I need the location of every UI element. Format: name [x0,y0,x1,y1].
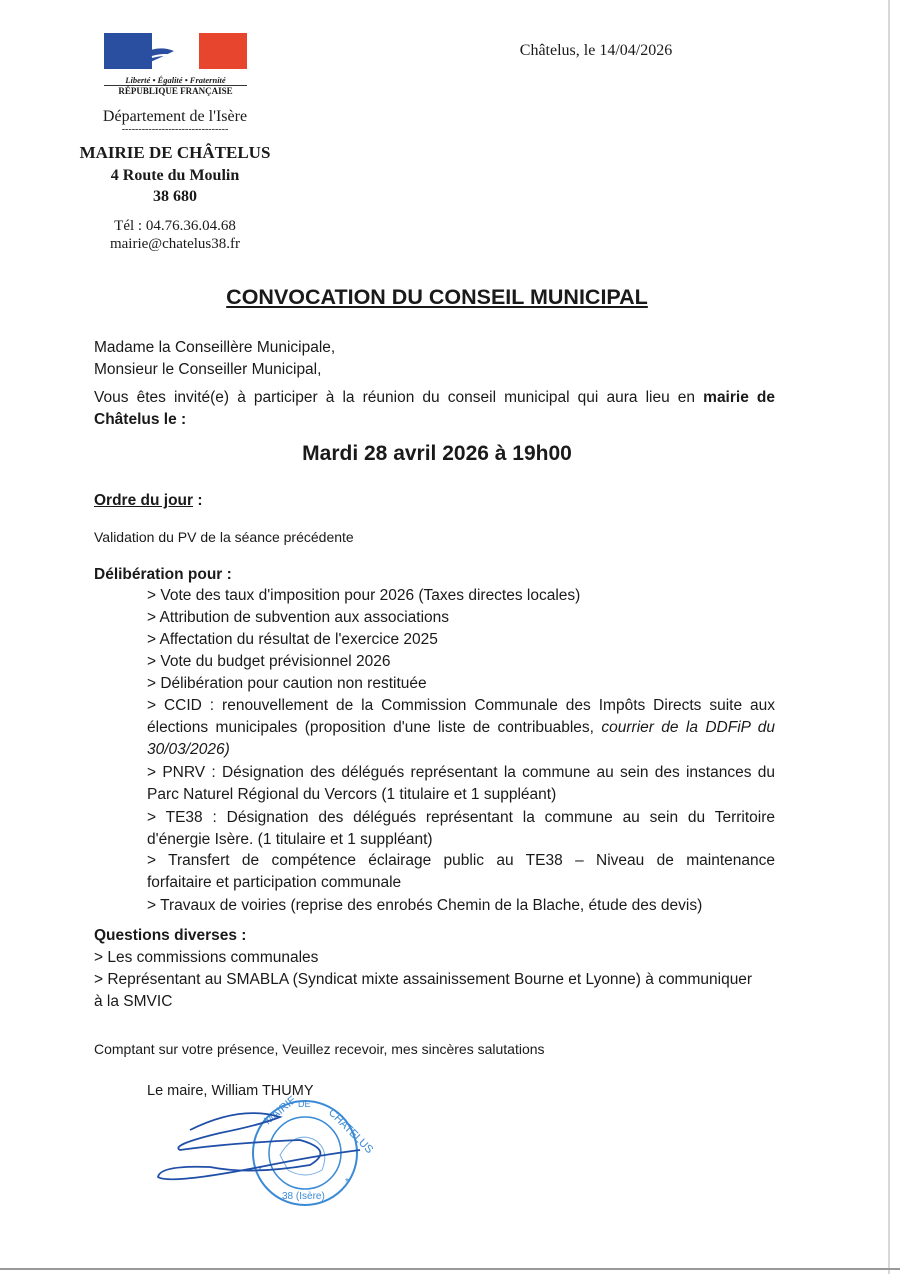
marianne-logo [104,33,247,96]
svg-text:*: * [345,1177,349,1188]
closing: Comptant sur votre présence, Veuillez recevoir, mes sincères salutations [94,1041,545,1057]
invite-line-1: Vous êtes invité(e) à participer à la réunion du conseil municipal qui aura lieu en mairie de [94,389,776,406]
svg-text:DE: DE [298,1099,311,1109]
agenda-item-ccid-1: > CCID : renouvellement de la Commission Communale des Impôts Directs suite aux [147,697,775,714]
agenda-item-transfert-1: > Transfert de compétence éclairage public au TE38 – Niveau de maintenance [147,852,775,869]
agenda-heading: Ordre du jour : [94,492,203,509]
address: 4 Route du Moulin [110,167,240,184]
document-title: CONVOCATION DU CONSEIL MUNICIPAL [226,285,648,309]
agenda-item-pnrv-1: > PNRV : Désignation des délégués représentant la commune au sein des instances du [147,764,775,781]
place-date: Châtelus, le 14/04/2026 [519,42,673,59]
mairie-stamp-icon [253,1094,375,1205]
question-item: > Représentant au SMABLA (Syndicat mixte assainissement Bourne et Lyonne) à communiquer [94,971,753,988]
invite-line-2: Châtelus le : [94,411,187,428]
salutation-1: Madame la Conseillère Municipale, [94,339,336,356]
agenda-item: > Attribution de subvention aux associations [147,609,450,626]
postcode: 38 680 [153,188,197,205]
questions-heading: Questions diverses : [94,927,247,944]
department: Département de l'Isère [102,108,248,125]
question-item: > Les commissions communales [94,949,319,966]
agenda-item-te38-2: d'énergie Isère. (1 titulaire et 1 suppléant) [147,831,433,848]
agenda-item-te38-1: > TE38 : Désignation des délégués représentant la commune au sein du Territoire [147,809,775,826]
separator: -------------------------------- [121,124,229,135]
agenda-item: > Affectation du résultat de l'exercice 2025 [147,631,438,648]
salutation-2: Monsieur le Conseiller Municipal, [94,361,322,378]
email: mairie@chatelus38.fr [109,236,240,252]
mayor-stamp-and-signature [150,1093,376,1210]
marianne-flag-icon [104,33,247,69]
agenda-validation: Validation du PV de la séance précédente [94,529,354,545]
agenda-item-pnrv-2: Parc Naturel Régional du Vercors (1 titulaire et 1 suppléant) [147,786,557,803]
agenda-item-ccid-2: élections municipales (proposition d'une liste de contribuables, courrier de la DDFiP du [147,719,776,736]
svg-text:CHATELUS: CHATELUS [325,1106,376,1157]
signature-line: Le maire, William THUMY [147,1083,314,1099]
agenda-item-transfert-2: forfaitaire et participation communale [147,874,402,891]
logo-motto: Liberté • Égalité • Fraternité [104,75,247,86]
scan-edge-bottom [0,1268,900,1270]
svg-text:*: * [258,1165,262,1176]
agenda-item: > Délibération pour caution non restituée [147,675,427,692]
agenda-item: > Vote des taux d'imposition pour 2026 (Taxes directes locales) [147,587,581,604]
question-item: à la SMVIC [94,993,173,1010]
phone: Tél : 04.76.36.04.68 [114,218,236,234]
mairie-name: MAIRIE DE CHÂTELUS [79,143,271,162]
meeting-date: Mardi 28 avril 2026 à 19h00 [302,442,572,465]
logo-republic: RÉPUBLIQUE FRANÇAISE [118,86,233,96]
agenda-item: > Vote du budget prévisionnel 2026 [147,653,391,670]
scan-edge-right [888,0,890,1274]
agenda-item-ccid-3: 30/03/2026) [147,741,230,758]
svg-text:38 (Isère): 38 (Isère) [282,1191,325,1202]
deliberation-heading: Délibération pour : [94,566,232,583]
agenda-item-travaux: > Travaux de voiries (reprise des enrobés Chemin de la Blache, étude des devis) [147,897,703,914]
svg-text:MAIRIE: MAIRIE [262,1093,299,1128]
